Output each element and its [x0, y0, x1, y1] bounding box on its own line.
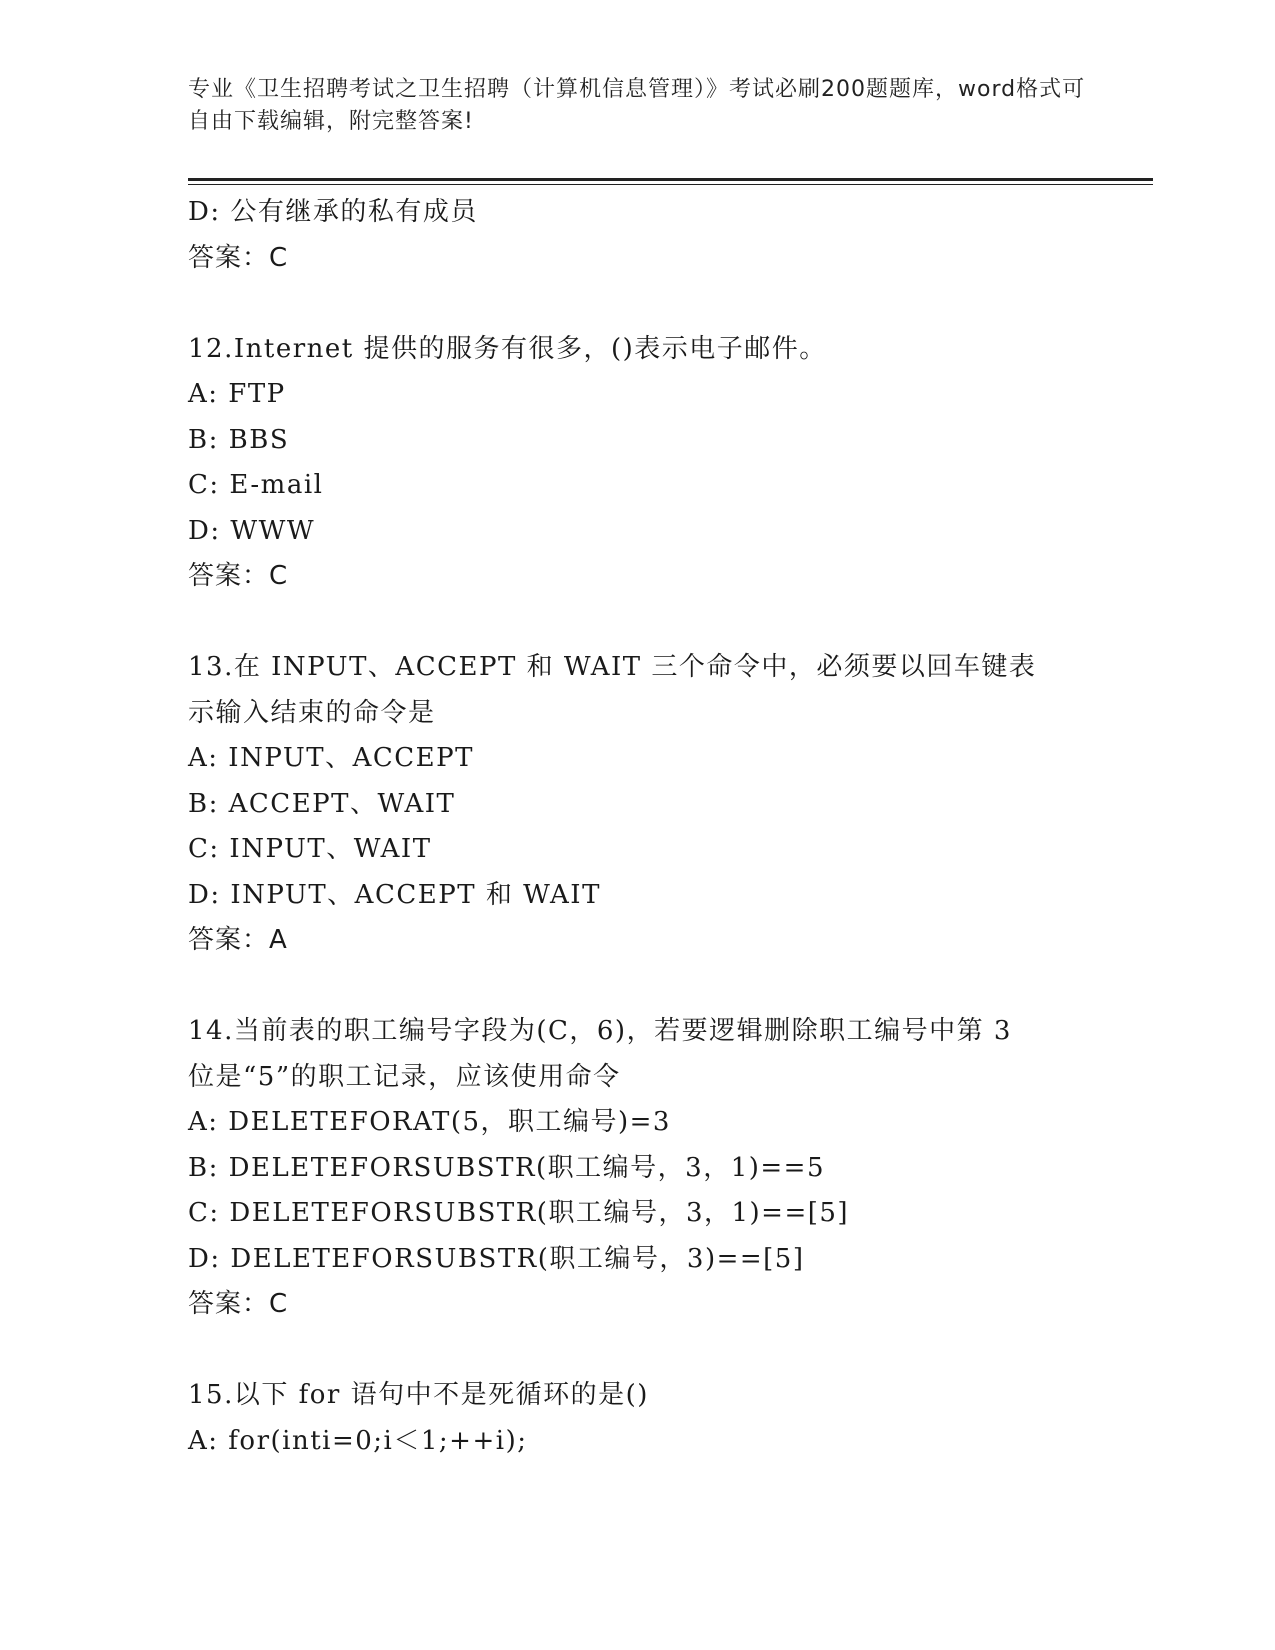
prev-option-d: D: 公有继承的私有成员 [188, 197, 478, 227]
option-d: D: WWW [188, 515, 316, 546]
option-c: C: DELETEFORSUBSTR(职工编号，3，1)==[5] [188, 1198, 850, 1228]
option-b: B: DELETEFORSUBSTR(职工编号，3，1)==5 [188, 1152, 825, 1183]
answer: 答案：C [188, 561, 289, 591]
question-stem: 15.以下 for 语句中不是死循环的是() [188, 1380, 649, 1410]
document-header: 专业《卫生招聘考试之卫生招聘（计算机信息管理）》考试必刷200题题库，word格式可自由下载编辑，附完整答案! [188, 77, 1086, 134]
option-c: C: INPUT、WAIT [188, 834, 432, 864]
question-14 [188, 1009, 1088, 1328]
option-b: B: ACCEPT、WAIT [188, 788, 456, 819]
option-a: A: for(inti=0;i＜1;++i); [188, 1425, 528, 1456]
option-a: A: INPUT、ACCEPT [188, 743, 474, 773]
header-rule-thin [188, 184, 1153, 185]
spacer [188, 281, 1088, 327]
option-d: D: DELETEFORSUBSTR(职工编号，3)==[5] [188, 1243, 805, 1274]
spacer [188, 1328, 1088, 1374]
option-d: D: INPUT、ACCEPT 和 WAIT [188, 879, 601, 910]
question-12 [188, 327, 1088, 600]
question-stem: 12.Internet 提供的服务有很多，()表示电子邮件。 [188, 333, 827, 364]
spacer [188, 964, 1088, 1010]
answer: 答案：A [188, 925, 288, 955]
option-c: C: E-mail [188, 470, 324, 500]
answer: 答案：C [188, 1289, 289, 1319]
question-list [188, 190, 1088, 1464]
option-a: A: FTP [188, 379, 286, 409]
option-a: A: DELETEFORAT(5，职工编号)=3 [188, 1107, 671, 1137]
question-13 [188, 645, 1088, 964]
question-stem: 14.当前表的职工编号字段为(C，6)，若要逻辑删除职工编号中第 3 位是“5”的职工记录，应该使用命令 [188, 1016, 1012, 1092]
question-stem: 13.在 INPUT、ACCEPT 和 WAIT 三个命令中，必须要以回车键表示输入结束的命令是 [188, 652, 1037, 728]
prev-answer: 答案：C [188, 242, 289, 273]
option-b: B: BBS [188, 424, 290, 455]
header-rule-thick [188, 178, 1153, 181]
question-15 [188, 1373, 1088, 1464]
spacer [188, 600, 1088, 646]
